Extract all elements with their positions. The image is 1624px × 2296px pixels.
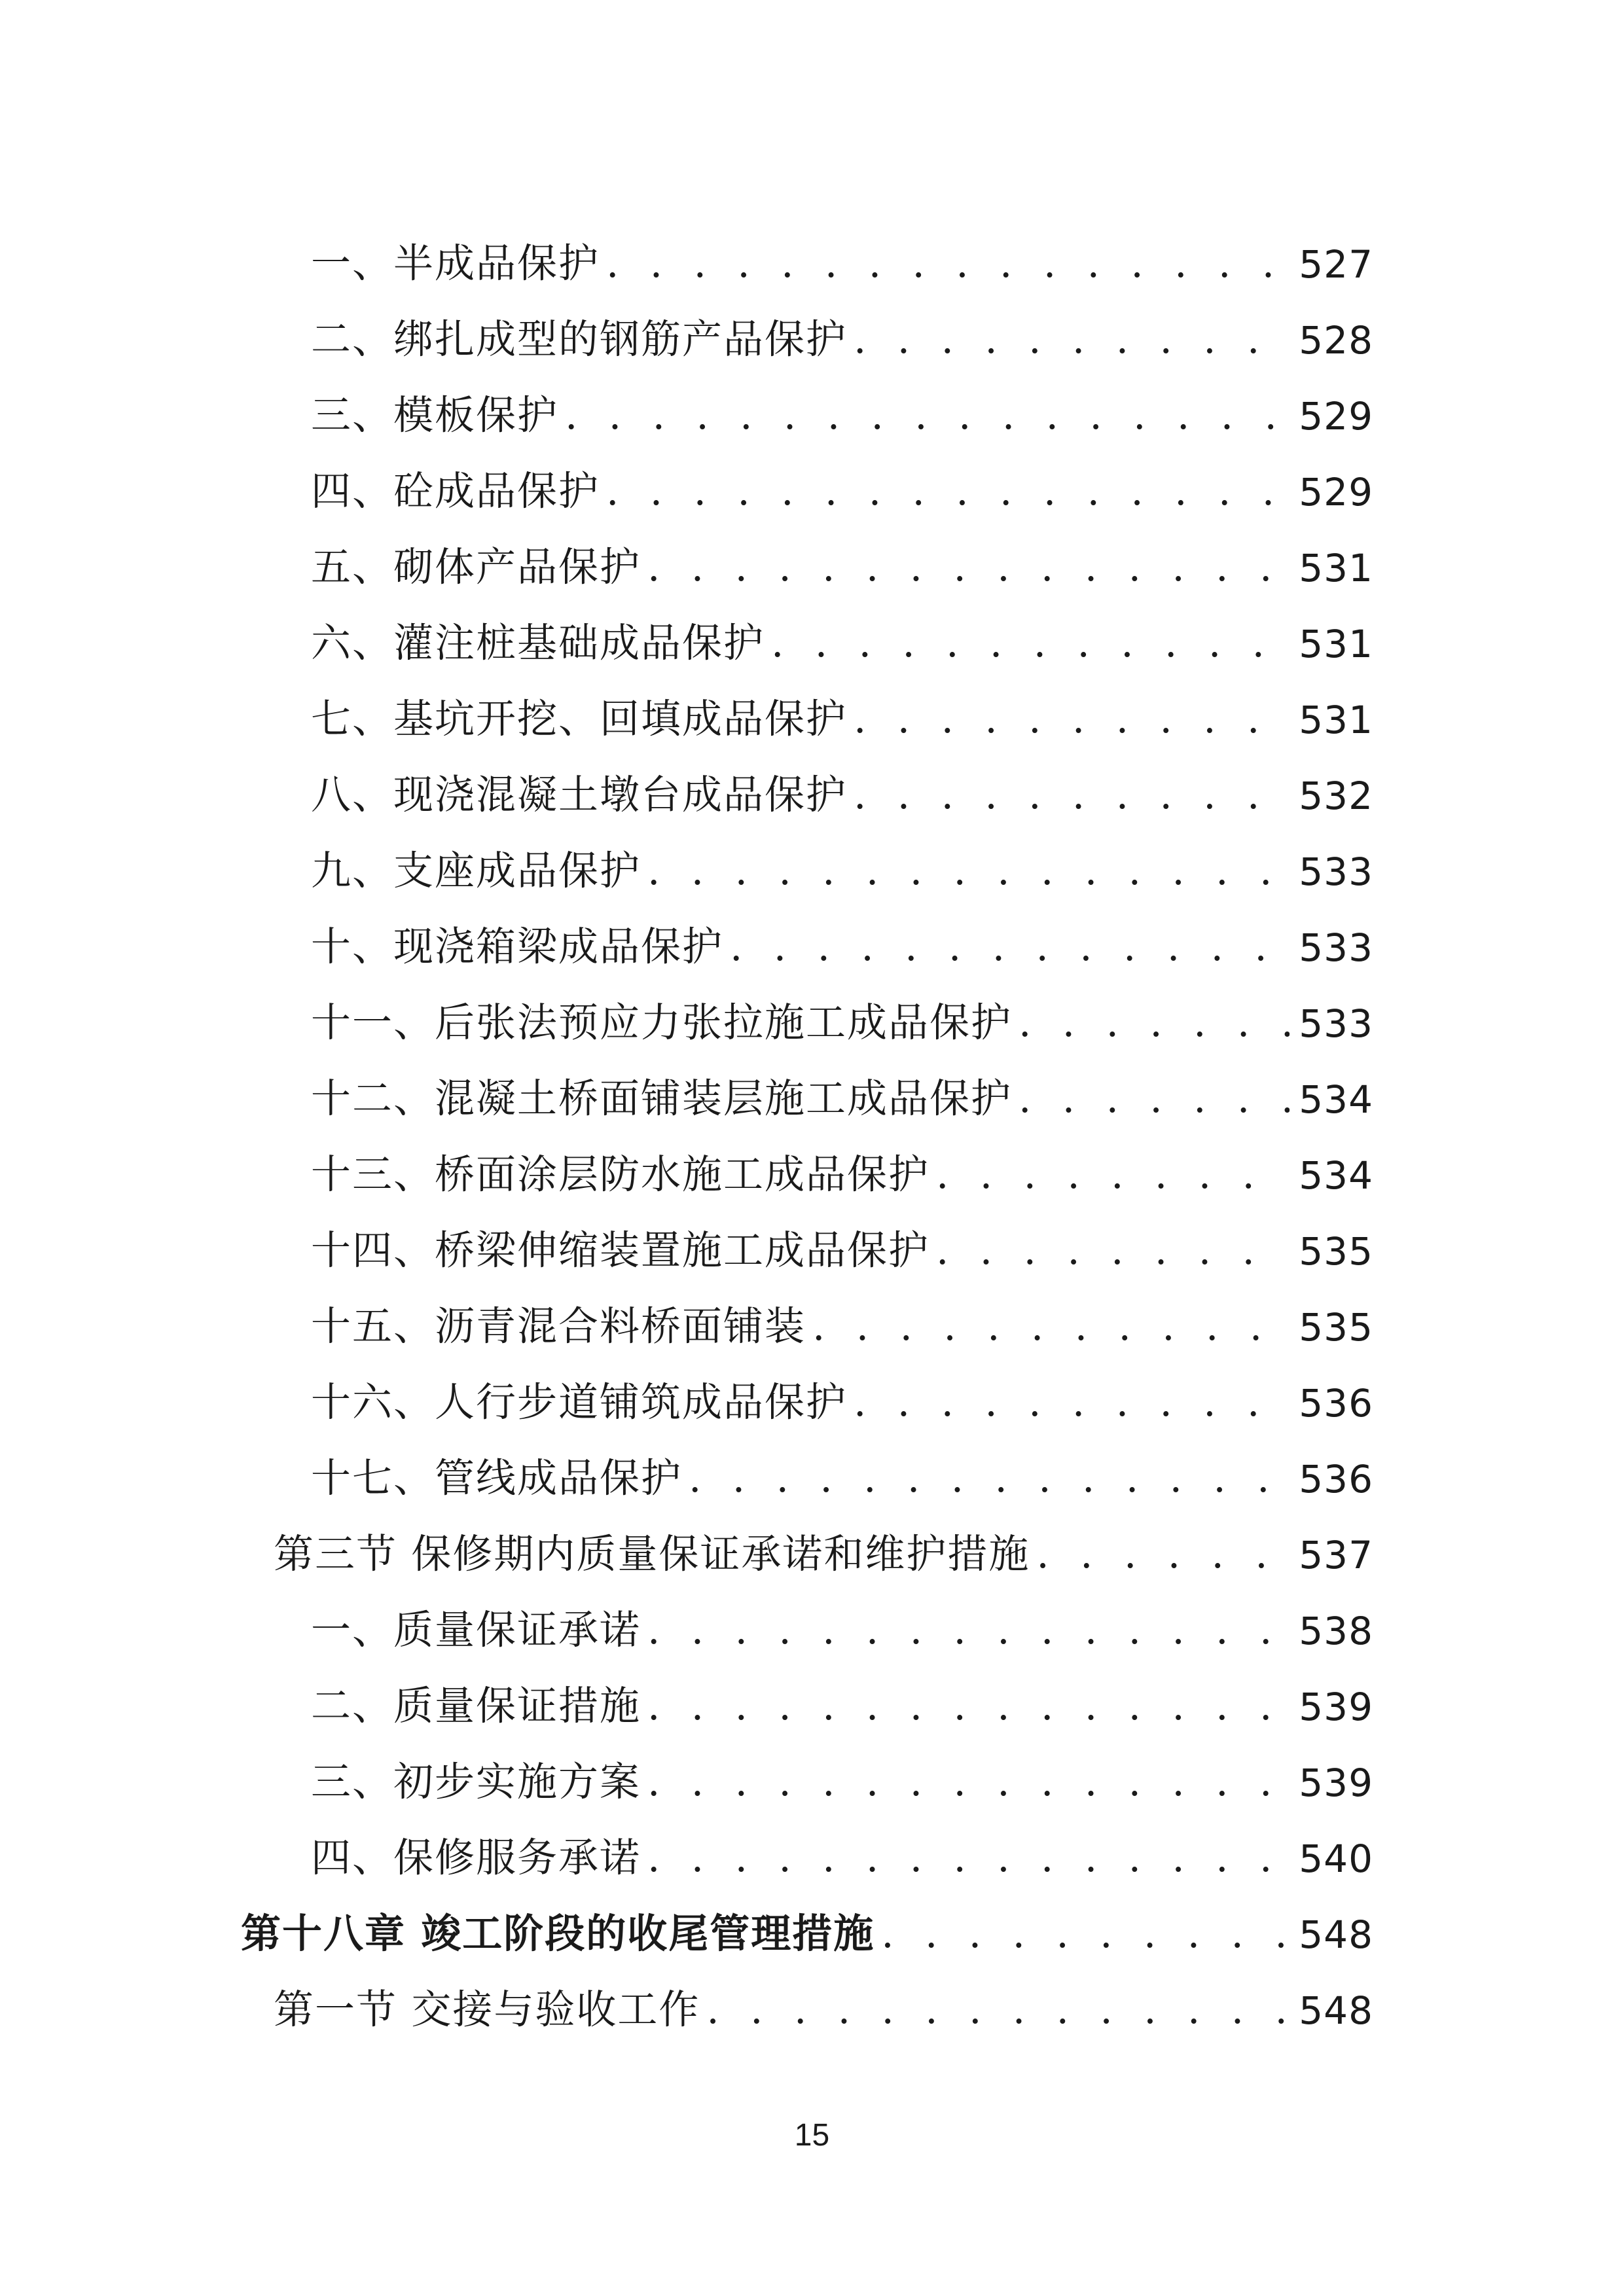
toc-entry-title: 三、模板保护 <box>311 392 559 439</box>
toc-dot-leader <box>936 1155 1290 1194</box>
toc-dot-leader <box>854 319 1290 359</box>
toc-section-entry[interactable] <box>274 1954 1373 2033</box>
toc-entry-title: 四、砼成品保护 <box>311 468 600 514</box>
toc-dot-leader <box>881 1914 1290 1954</box>
toc-entry-page: 540 <box>1299 1837 1373 1881</box>
toc-dot-leader <box>730 927 1290 967</box>
toc-item-entry[interactable] <box>311 1422 1373 1501</box>
toc-item-entry[interactable] <box>311 207 1373 287</box>
toc-item-entry[interactable] <box>311 1194 1373 1274</box>
toc-item-entry[interactable] <box>311 1043 1373 1122</box>
toc-entry-page: 531 <box>1299 546 1373 590</box>
toc-entry-page: 533 <box>1299 1001 1373 1046</box>
toc-dot-leader <box>1019 1003 1290 1043</box>
toc-dot-leader <box>706 1990 1290 2030</box>
toc-dot-leader <box>1036 1534 1290 1574</box>
toc-dot-leader <box>606 243 1290 283</box>
toc-entry-page: 548 <box>1299 1912 1373 1957</box>
toc-entry-title: 三、初步实施方案 <box>311 1759 641 1805</box>
toc-entry-page: 529 <box>1299 470 1373 514</box>
toc-entry-page: 534 <box>1299 1153 1373 1198</box>
toc-dot-leader <box>854 699 1290 739</box>
toc-item-entry[interactable] <box>311 435 1373 514</box>
toc-entry-title: 十一、后张法预应力张拉施工成品保护 <box>311 999 1013 1046</box>
toc-item-entry[interactable] <box>311 283 1373 363</box>
toc-dot-leader <box>689 1458 1290 1498</box>
toc-entry-title: 六、灌注桩基础成品保护 <box>311 620 765 666</box>
toc-entry-title: 第十八章 竣工阶段的收尾管理措施 <box>241 1910 875 1957</box>
toc-entry-page: 539 <box>1299 1685 1373 1729</box>
toc-dot-leader <box>647 851 1290 891</box>
toc-entry-page: 531 <box>1299 698 1373 742</box>
toc-entry-title: 二、质量保证措施 <box>311 1683 641 1729</box>
toc-entry-title: 十六、人行步道铺筑成品保护 <box>311 1379 848 1426</box>
page-number: 15 <box>794 2118 830 2153</box>
toc-entry-title: 一、质量保证承诺 <box>311 1607 641 1653</box>
toc-entry-title: 九、支座成品保护 <box>311 848 641 894</box>
toc-dot-leader <box>606 471 1290 511</box>
toc-entry-title: 七、基坑开挖、回填成品保护 <box>311 696 848 742</box>
toc-dot-leader <box>647 1686 1290 1726</box>
toc-entry-page: 532 <box>1299 774 1373 818</box>
toc-entry-page: 528 <box>1299 318 1373 363</box>
toc-entry-page: 527 <box>1299 242 1373 287</box>
toc-item-entry[interactable] <box>311 663 1373 742</box>
toc-entry-title: 四、保修服务承诺 <box>311 1835 641 1881</box>
toc-dot-leader <box>647 547 1290 587</box>
toc-entry-page: 537 <box>1299 1533 1373 1577</box>
toc-entry-title: 第三节 保修期内质量保证承诺和维护措施 <box>274 1531 1030 1577</box>
toc-item-entry[interactable] <box>311 815 1373 894</box>
toc-entry-page: 538 <box>1299 1609 1373 1653</box>
toc-item-entry[interactable] <box>311 1650 1373 1729</box>
toc-item-entry[interactable] <box>311 739 1373 818</box>
toc-item-entry[interactable] <box>311 967 1373 1046</box>
toc-item-entry[interactable] <box>311 1346 1373 1426</box>
toc-dot-leader <box>647 1838 1290 1878</box>
toc-item-entry[interactable] <box>311 891 1373 970</box>
toc-entry-page: 539 <box>1299 1761 1373 1805</box>
toc-entry-page: 533 <box>1299 850 1373 894</box>
toc-entry-page: 535 <box>1299 1305 1373 1350</box>
toc-entry-title: 八、现浇混凝土墩台成品保护 <box>311 772 848 818</box>
toc-item-entry[interactable] <box>311 587 1373 666</box>
toc-dot-leader <box>1019 1079 1290 1119</box>
toc-entry-title: 十五、沥青混合料桥面铺装 <box>311 1303 806 1350</box>
toc-entry-title: 五、砌体产品保护 <box>311 544 641 590</box>
toc-dot-leader <box>854 1382 1290 1422</box>
toc-section-entry[interactable] <box>274 1498 1373 1577</box>
toc-item-entry[interactable] <box>311 1726 1373 1805</box>
toc-entry-page: 531 <box>1299 622 1373 666</box>
toc-entry-title: 一、半成品保护 <box>311 240 600 287</box>
toc-dot-leader <box>812 1306 1290 1346</box>
toc-entry-page: 534 <box>1299 1077 1373 1122</box>
toc-entry-title: 第一节 交接与验收工作 <box>274 1986 700 2033</box>
toc-entry-title: 十、现浇箱梁成品保护 <box>311 924 724 970</box>
toc-dot-leader <box>565 395 1290 435</box>
toc-item-entry[interactable] <box>311 1802 1373 1881</box>
toc-dot-leader <box>936 1230 1290 1270</box>
toc-item-entry[interactable] <box>311 511 1373 590</box>
toc-dot-leader <box>647 1762 1290 1802</box>
toc-dot-leader <box>771 623 1290 663</box>
toc-entry-page: 535 <box>1299 1229 1373 1274</box>
toc-entry-title: 二、绑扎成型的钢筋产品保护 <box>311 316 848 363</box>
toc-entry-title: 十四、桥梁伸缩装置施工成品保护 <box>311 1227 930 1274</box>
toc-item-entry[interactable] <box>311 1574 1373 1653</box>
toc-item-entry[interactable] <box>311 1270 1373 1350</box>
toc-item-entry[interactable] <box>311 359 1373 439</box>
toc-entry-page: 536 <box>1299 1457 1373 1501</box>
toc-chapter-entry[interactable] <box>241 1878 1373 1957</box>
toc-entry-title: 十二、混凝土桥面铺装层施工成品保护 <box>311 1075 1013 1122</box>
toc-item-entry[interactable] <box>311 1119 1373 1198</box>
toc-entry-title: 十七、管线成品保护 <box>311 1455 683 1501</box>
toc-dot-leader <box>647 1610 1290 1650</box>
toc-entry-page: 533 <box>1299 925 1373 970</box>
toc-entry-title: 十三、桥面涂层防水施工成品保护 <box>311 1151 930 1198</box>
toc-dot-leader <box>854 775 1290 815</box>
toc-entry-page: 536 <box>1299 1381 1373 1426</box>
toc-entry-page: 529 <box>1299 394 1373 439</box>
toc-entry-page: 548 <box>1299 1988 1373 2033</box>
